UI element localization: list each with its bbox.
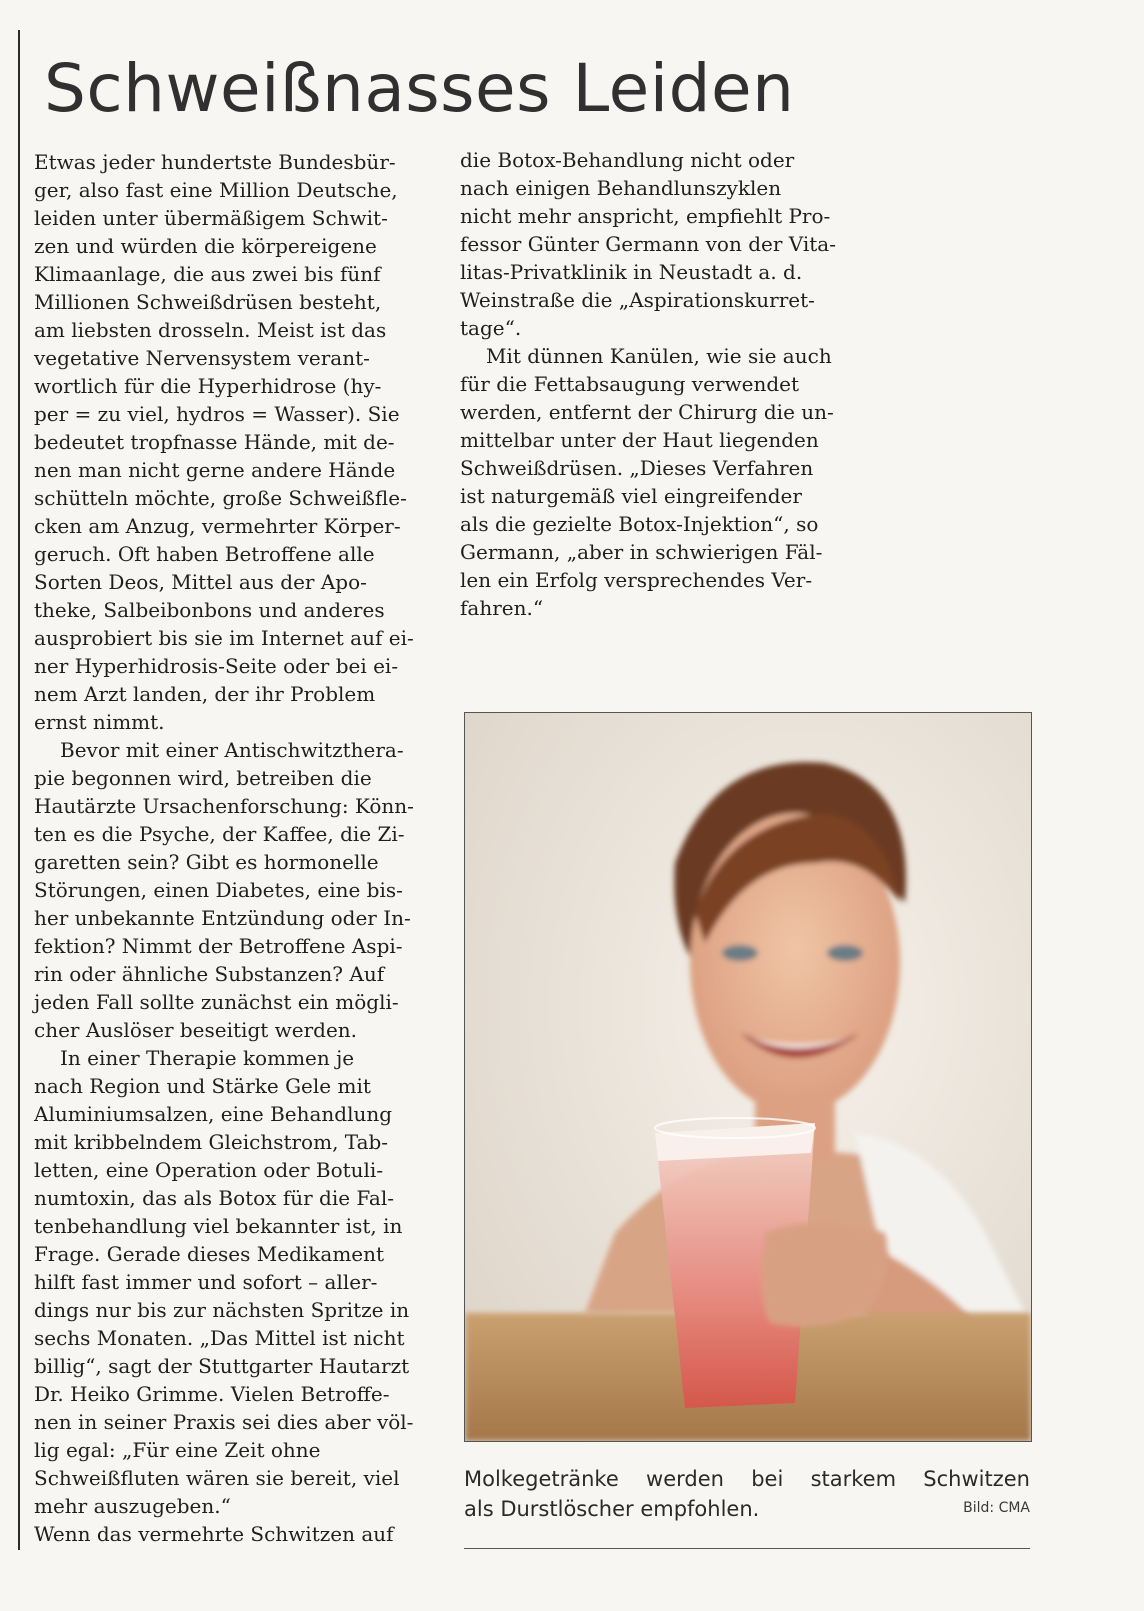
text-line: fessor Günter Germann von der Vita- [460, 232, 836, 256]
text-line: geruch. Oft haben Betroffene alle [34, 542, 375, 566]
text-line: per = zu viel, hydros = Wasser). Sie [34, 402, 400, 426]
photo-illustration [465, 713, 1031, 1441]
text-line: fahren.“ [460, 596, 544, 620]
text-line: ernst nimmt. [34, 710, 165, 734]
text-line: tenbehandlung viel bekannter ist, in [34, 1214, 403, 1238]
text-line: ner Hyperhidrosis-Seite oder bei ei- [34, 654, 399, 678]
text-line: cher Auslöser beseitigt werden. [34, 1018, 358, 1042]
text-line: rin oder ähnliche Substanzen? Auf [34, 962, 385, 986]
text-line: cken am Anzug, vermehrter Körper- [34, 514, 401, 538]
text-line: vegetative Nervensystem verant- [34, 346, 370, 370]
text-line: ten es die Psyche, der Kaffee, die Zi- [34, 822, 405, 846]
text-line: Etwas jeder hundertste Bundesbür- [34, 150, 396, 174]
text-line: dings nur bis zur nächsten Spritze in [34, 1298, 410, 1322]
text-line: billig“, sagt der Stuttgarter Hautarzt [34, 1354, 410, 1378]
text-line: nach einigen Behandlunszyklen [460, 176, 782, 200]
text-line: lig egal: „Für eine Zeit ohne [34, 1438, 321, 1462]
column-rule [18, 30, 20, 1550]
text-line: Aluminiumsalzen, eine Behandlung [34, 1102, 393, 1126]
text-line: nem Arzt landen, der ihr Problem [34, 682, 376, 706]
text-line: zen und würden die körpereigene [34, 234, 377, 258]
text-line: mehr auszugeben.“ [34, 1494, 231, 1518]
text-line: werden, entfernt der Chirurg die un- [460, 400, 834, 424]
text-line: am liebsten drosseln. Meist ist das [34, 318, 387, 342]
text-line: wortlich für die Hyperhidrose (hy- [34, 374, 382, 398]
text-line: letten, eine Operation oder Botuli- [34, 1158, 384, 1182]
text-line: mittelbar unter der Haut liegenden [460, 428, 819, 452]
text-line: len ein Erfolg versprechendes Ver- [460, 568, 813, 592]
text-line: sechs Monaten. „Das Mittel ist nicht [34, 1326, 405, 1350]
text-line: Hautärzte Ursachenforschung: Könn- [34, 794, 414, 818]
photo-caption: Molkegetränke werden bei starkem Schwitzen [464, 1467, 1030, 1491]
text-line: nicht mehr anspricht, empfiehlt Pro- [460, 204, 831, 228]
text-line: als die gezielte Botox-Injektion“, so [460, 512, 819, 536]
text-line: die Botox-Behandlung nicht oder [460, 148, 795, 172]
text-line: Wenn das vermehrte Schwitzen auf [34, 1522, 394, 1546]
headline: Schweißnasses Leiden [44, 50, 795, 127]
text-line: tage“. [460, 316, 522, 340]
text-line: leiden unter übermäßigem Schwit- [34, 206, 388, 230]
text-line: Bevor mit einer Antischwitzthera- [60, 738, 404, 762]
text-line: nen in seiner Praxis sei dies aber völ- [34, 1410, 414, 1434]
article-photo [464, 712, 1032, 1442]
text-line: hilft fast immer und sofort – aller- [34, 1270, 378, 1294]
text-line: theke, Salbeibonbons und anderes [34, 598, 385, 622]
text-line: nen man nicht gerne andere Hände [34, 458, 396, 482]
text-line: In einer Therapie kommen je [60, 1046, 355, 1070]
text-line: her unbekannte Entzündung oder In- [34, 906, 411, 930]
photo-credit: Bild: CMA [963, 1500, 1030, 1516]
text-line: pie begonnen wird, betreiben die [34, 766, 372, 790]
text-line: bedeutet tropfnasse Hände, mit de- [34, 430, 395, 454]
text-line: ger, also fast eine Million Deutsche, [34, 178, 398, 202]
bottom-rule [464, 1548, 1030, 1549]
text-line: nach Region und Stärke Gele mit [34, 1074, 371, 1098]
text-line: Millionen Schweißdrüsen besteht, [34, 290, 382, 314]
text-line: schütteln möchte, große Schweißfle- [34, 486, 407, 510]
text-line: numtoxin, das als Botox für die Fal- [34, 1186, 395, 1210]
text-line: fektion? Nimmt der Betroffene Aspi- [34, 934, 403, 958]
text-line: Klimaanlage, die aus zwei bis fünf [34, 262, 381, 286]
text-line: Sorten Deos, Mittel aus der Apo- [34, 570, 367, 594]
article-column-1 [34, 148, 438, 1548]
text-line: Störungen, einen Diabetes, eine bis- [34, 878, 403, 902]
text-line: jeden Fall sollte zunächst ein mögli- [34, 990, 399, 1014]
text-line: ist naturgemäß viel eingreifender [460, 484, 802, 508]
text-line: Schweißdrüsen. „Dieses Verfahren [460, 456, 814, 480]
text-line: Dr. Heiko Grimme. Vielen Betroffe- [34, 1382, 390, 1406]
photo-caption-line-2: als Durstlöscher empfohlen. [464, 1497, 760, 1521]
text-line: Germann, „aber in schwierigen Fäl- [460, 540, 823, 564]
text-line: mit kribbelndem Gleichstrom, Tab- [34, 1130, 389, 1154]
text-line: litas-Privatklinik in Neustadt a. d. [460, 260, 803, 284]
article-column-2 [460, 146, 864, 622]
text-line: Mit dünnen Kanülen, wie sie auch [486, 344, 832, 368]
text-line: ausprobiert bis sie im Internet auf ei- [34, 626, 414, 650]
text-line: Weinstraße die „Aspirationskurret- [460, 288, 815, 312]
text-line: garetten sein? Gibt es hormonelle [34, 850, 379, 874]
text-line: Schweißfluten wären sie bereit, viel [34, 1466, 400, 1490]
text-line: für die Fettabsaugung verwendet [460, 372, 800, 396]
text-line: Frage. Gerade dieses Medikament [34, 1242, 385, 1266]
